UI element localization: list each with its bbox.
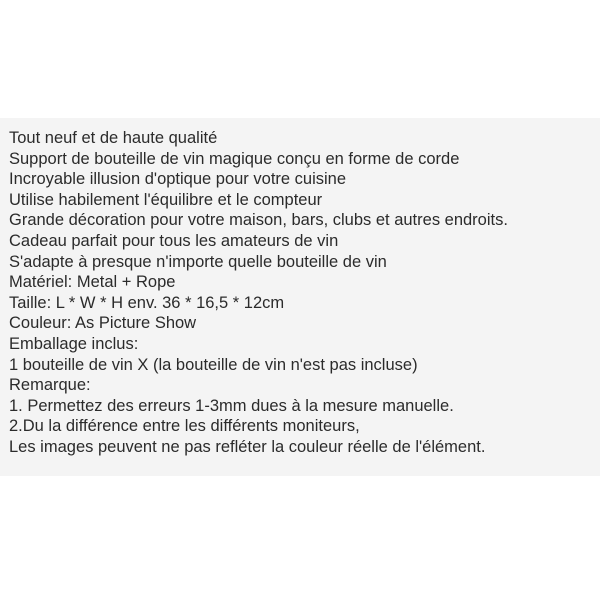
description-line: Tout neuf et de haute qualité <box>9 129 218 147</box>
description-line: Taille: L * W * H env. 36 * 16,5 * 12cm <box>9 293 285 312</box>
description-line: 1. Permettez des erreurs 1-3mm dues à la mesure manuelle. <box>9 396 454 415</box>
description-line: Utilise habilement l'équilibre et le compteur <box>9 190 323 209</box>
description-line: Support de bouteille de vin magique conçu en forme de corde <box>9 149 460 168</box>
description-line: 1 bouteille de vin X (la bouteille de vin n'est pas incluse) <box>9 355 418 374</box>
description-line: Remarque: <box>9 376 91 395</box>
description-line: 2.Du la différence entre les différents moniteurs, <box>9 417 360 436</box>
product-description <box>9 128 508 458</box>
description-line: Cadeau parfait pour tous les amateurs de vin <box>9 231 339 250</box>
description-line: Matériel: Metal + Rope <box>9 273 176 292</box>
description-line: Emballage inclus: <box>9 334 139 353</box>
description-line: Incroyable illusion d'optique pour votre cuisine <box>9 170 347 189</box>
description-line: Grande décoration pour votre maison, bars, clubs et autres endroits. <box>9 211 508 230</box>
description-line: Les images peuvent ne pas refléter la couleur réelle de l'élément. <box>9 437 486 456</box>
description-line: Couleur: As Picture Show <box>9 314 197 333</box>
description-line: S'adapte à presque n'importe quelle bouteille de vin <box>9 252 387 271</box>
